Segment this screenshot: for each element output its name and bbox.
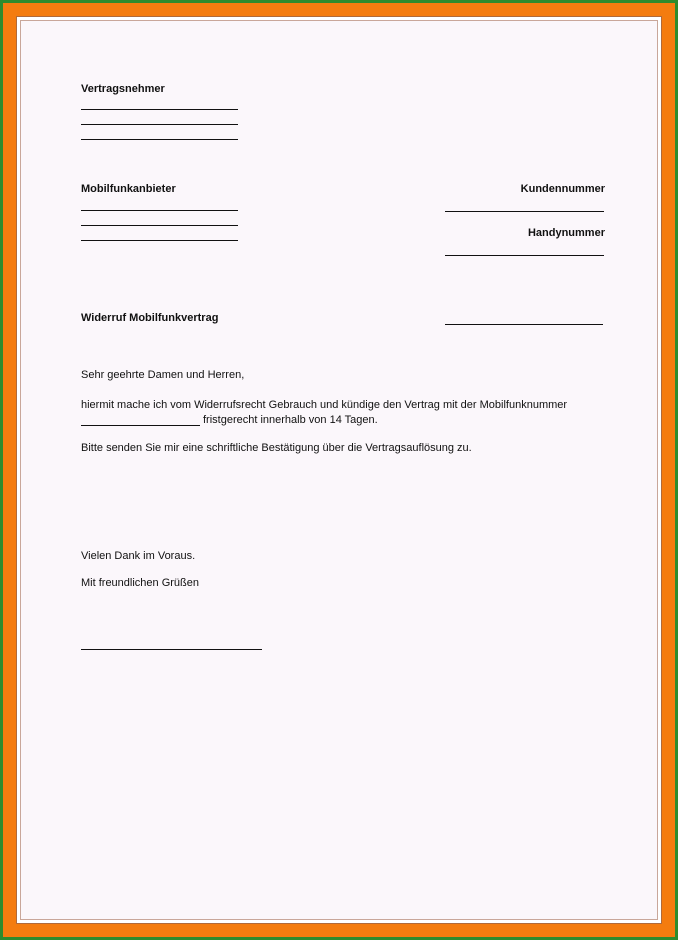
sender-line-3 (81, 139, 238, 140)
provider-line-2 (81, 225, 238, 226)
sender-line-1 (81, 109, 238, 110)
salutation: Sehr geehrte Damen und Herren, (81, 369, 245, 381)
phone-number-label: Handynummer (527, 227, 605, 239)
body-paragraph-1-line-2: fristgerecht innerhalb von 14 Tagen. (203, 414, 378, 426)
signature-line (81, 649, 262, 650)
provider-label: Mobilfunkanbieter (81, 183, 176, 195)
mobile-number-line (81, 425, 200, 426)
subject: Widerruf Mobilfunkvertrag (81, 312, 219, 324)
body-paragraph-2: Bitte senden Sie mir eine schriftliche Bestätigung über die Vertragsauflösung zu. (81, 442, 472, 454)
customer-number-line (445, 211, 604, 212)
sender-label: Vertragsnehmer (81, 83, 165, 95)
document-page (20, 20, 658, 920)
sender-line-2 (81, 124, 238, 125)
customer-number-label: Kundennummer (520, 183, 605, 195)
body-paragraph-1-line-1: hiermit mache ich vom Widerrufsrecht Gebrauch und kündige den Vertrag mit der Mobilfunknummer (81, 399, 568, 411)
provider-line-1 (81, 210, 238, 211)
phone-number-line (445, 255, 604, 256)
thanks: Vielen Dank im Voraus. (81, 550, 196, 562)
date-line (445, 324, 603, 325)
closing: Mit freundlichen Grüßen (81, 577, 199, 589)
provider-line-3 (81, 240, 238, 241)
